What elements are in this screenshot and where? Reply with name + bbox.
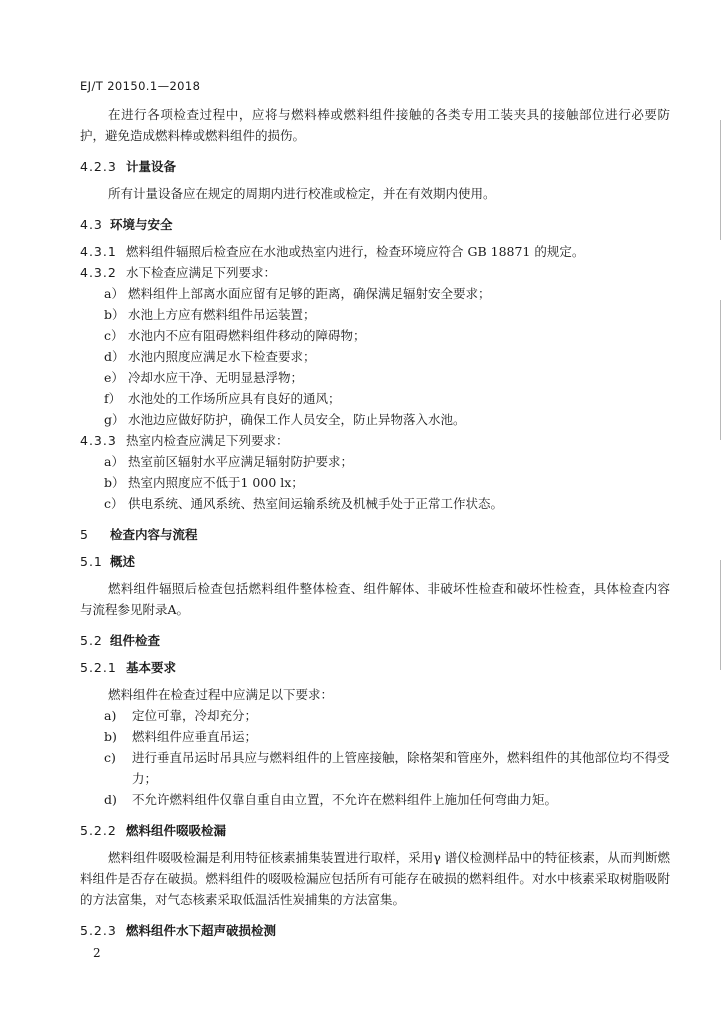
paragraph-5-2-2: 燃料组件啜吸检漏是利用特征核素捕集装置进行取样，采用γ 谱仪检测样品中的特征核素，从而判断燃料组件是否存在破损。燃料组件的啜吸检漏应包括所有可能存在破损的燃料组件。对水中核素采取树脂吸附的方法富集，对气态核素采取低温活性炭捕集的方法富集。 — [80, 850, 670, 907]
list-item — [80, 388, 670, 409]
heading-number: 5.1 — [80, 554, 103, 569]
heading-title: 检查内容与流程 — [110, 527, 198, 542]
list-text: 供电系统、通风系统、热室间运输系统及机械手处于正常工作状态。 — [128, 496, 504, 511]
list-marker: g） — [104, 412, 125, 427]
clause-text: 燃料组件辐照后检查应在水池或热室内进行，检查环境应符合 GB 18871 的规定。 — [126, 244, 585, 259]
list-text: 燃料组件上部离水面应留有足够的距离，确保满足辐射安全要求； — [128, 286, 491, 301]
list-text: 水池边应做好防护，确保工作人员安全，防止异物落入水池。 — [128, 412, 466, 427]
clause-text: 水下检查应满足下列要求： — [126, 265, 277, 280]
list-text: 热室前区辐射水平应满足辐射防护要求； — [128, 454, 354, 469]
list-marker: d） — [104, 349, 125, 364]
clause-4-3-2 — [80, 262, 670, 283]
list-item — [80, 705, 670, 726]
heading-5-2-1 — [80, 657, 670, 678]
heading-number: 5.2.1 — [80, 660, 117, 675]
heading-number: 5.2 — [80, 633, 103, 648]
list-item — [80, 493, 670, 514]
list-marker: d) — [104, 792, 117, 807]
paragraph-4-2-3: 所有计量设备应在规定的周期内进行校准或检定，并在有效期内使用。 — [108, 186, 496, 201]
list-item — [80, 325, 670, 346]
intro-paragraph: 在进行各项检查过程中，应将与燃料棒或燃料组件接触的各类专用工装夹具的接触部位进行必要防护，避免造成燃料棒或燃料组件的损伤。 — [80, 107, 670, 143]
list-marker: c) — [104, 750, 116, 765]
list-text: 水池处的工作场所应具有良好的通风； — [128, 391, 341, 406]
scan-edge-mark — [720, 300, 721, 440]
heading-5-2 — [80, 630, 670, 651]
list-marker: c） — [104, 328, 124, 343]
list-marker: a） — [104, 454, 124, 469]
scan-edge-mark — [720, 120, 721, 240]
list-text: 热室内照度应不低于1 000 lx； — [128, 475, 304, 490]
list-marker: c） — [104, 496, 124, 511]
heading-number: 5 — [80, 527, 89, 542]
heading-title: 环境与安全 — [110, 217, 173, 232]
heading-number: 4.3 — [80, 217, 103, 232]
heading-number: 5.2.3 — [80, 923, 117, 938]
page-number: 2 — [93, 946, 101, 960]
heading-title: 燃料组件水下超声破损检测 — [126, 923, 277, 938]
list-marker: e） — [104, 370, 124, 385]
heading-4-2-3 — [80, 156, 670, 177]
list-text: 水池内照度应满足水下检查要求； — [128, 349, 316, 364]
heading-title: 计量设备 — [126, 159, 177, 174]
heading-5-2-3 — [80, 920, 670, 941]
list-marker: a） — [104, 286, 124, 301]
list-item — [80, 726, 670, 747]
document-body — [80, 104, 670, 941]
list-item — [80, 367, 670, 388]
heading-title: 概述 — [110, 554, 136, 569]
heading-5-1 — [80, 551, 670, 572]
list-text: 不允许燃料组件仅靠自重自由立置，不允许在燃料组件上施加任何弯曲力矩。 — [132, 792, 558, 807]
list-marker: b) — [104, 729, 117, 744]
paragraph-5-1: 燃料组件辐照后检查包括燃料组件整体检查、组件解体、非破坏性检查和破坏性检查，具体检查内容与流程参见附录A。 — [80, 581, 670, 617]
list-marker: a) — [104, 708, 117, 723]
clause-4-3-3 — [80, 430, 670, 451]
heading-title: 燃料组件啜吸检漏 — [126, 823, 227, 838]
list-text: 冷却水应干净、无明显悬浮物； — [128, 370, 304, 385]
list-item — [80, 283, 670, 304]
heading-5-2-2 — [80, 820, 670, 841]
list-text: 水池上方应有燃料组件吊运装置； — [128, 307, 316, 322]
standard-code: EJ/T 20150.1—2018 — [80, 79, 201, 93]
heading-number: 4.2.3 — [80, 159, 117, 174]
list-text: 燃料组件应垂直吊运； — [132, 729, 258, 744]
list-item — [80, 346, 670, 367]
list-marker: f） — [104, 391, 122, 406]
heading-4-3 — [80, 214, 670, 235]
list-item — [80, 789, 670, 810]
heading-title: 组件检查 — [110, 633, 161, 648]
list-item — [80, 304, 670, 325]
heading-title: 基本要求 — [126, 660, 177, 675]
list-text: 水池内不应有阻碍燃料组件移动的障碍物； — [128, 328, 366, 343]
clause-text: 热室内检查应满足下列要求： — [126, 433, 289, 448]
list-text: 定位可靠，冷却充分； — [132, 708, 258, 723]
clause-number: 4.3.1 — [80, 244, 117, 259]
paragraph-5-2-1: 燃料组件在检查过程中应满足以下要求： — [108, 687, 334, 702]
list-marker: b） — [104, 307, 125, 322]
heading-number: 5.2.2 — [80, 823, 117, 838]
clause-4-3-1 — [80, 241, 670, 262]
list-item — [80, 747, 670, 789]
heading-5 — [80, 524, 670, 545]
list-marker: b） — [104, 475, 125, 490]
clause-number: 4.3.2 — [80, 265, 117, 280]
clause-number: 4.3.3 — [80, 433, 117, 448]
list-item — [80, 472, 670, 493]
scan-edge-mark — [720, 560, 721, 670]
list-item — [80, 409, 670, 430]
list-text: 进行垂直吊运时吊具应与燃料组件的上管座接触，除格架和管座外，燃料组件的其他部位均不得受力； — [132, 750, 670, 786]
list-item — [80, 451, 670, 472]
